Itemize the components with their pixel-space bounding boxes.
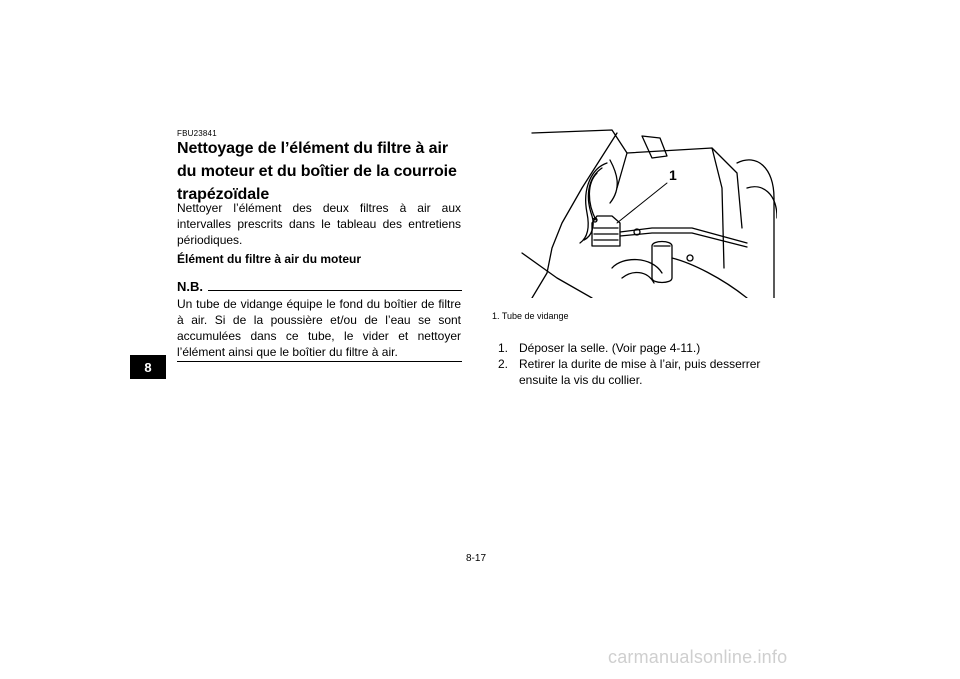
chapter-tab — [130, 355, 166, 379]
chapter-number: 8 — [144, 359, 152, 375]
note-body: Un tube de vidange équipe le fond du boîtier de filtre à air. Si de la poussière et/ou de l’eau se sont accumulées dans ce tube, le vider et nettoyer l’élément ainsi que le boîtier du filtre à air. — [177, 297, 461, 359]
intro-paragraph: Nettoyer l’élément des deux filtres à air aux intervalles prescrits dans le tableau des entretiens périodiques. — [177, 201, 461, 247]
step-text: Retirer la durite de mise à l’air, puis desserrer ensuite la vis du collier. — [519, 357, 761, 387]
subheading: Élément du filtre à air du moteur — [177, 252, 362, 266]
note-label: N.B. — [177, 279, 203, 294]
section-code: FBU23841 — [177, 129, 217, 138]
engine-illustration — [492, 128, 777, 298]
step-text: Déposer la selle. (Voir page 4-11.) — [519, 341, 701, 355]
step-number: 1. — [498, 341, 509, 355]
note-header — [177, 280, 462, 294]
section-title: Nettoyage de l’élément du filtre à air du moteur et du boîtier de la courroie trapézoïdale — [177, 140, 457, 203]
step-item — [498, 356, 788, 388]
callout-number: 1 — [669, 167, 677, 183]
step-item — [498, 340, 788, 356]
step-number: 2. — [498, 357, 509, 371]
note-rule — [208, 290, 462, 291]
figure-caption: 1. Tube de vidange — [492, 311, 569, 321]
page-number: 8-17 — [466, 553, 487, 564]
note-end-rule — [177, 361, 462, 362]
illustration-linework — [522, 130, 777, 298]
steps-list — [498, 340, 788, 388]
watermark: carmanualsonline.info — [608, 647, 788, 667]
